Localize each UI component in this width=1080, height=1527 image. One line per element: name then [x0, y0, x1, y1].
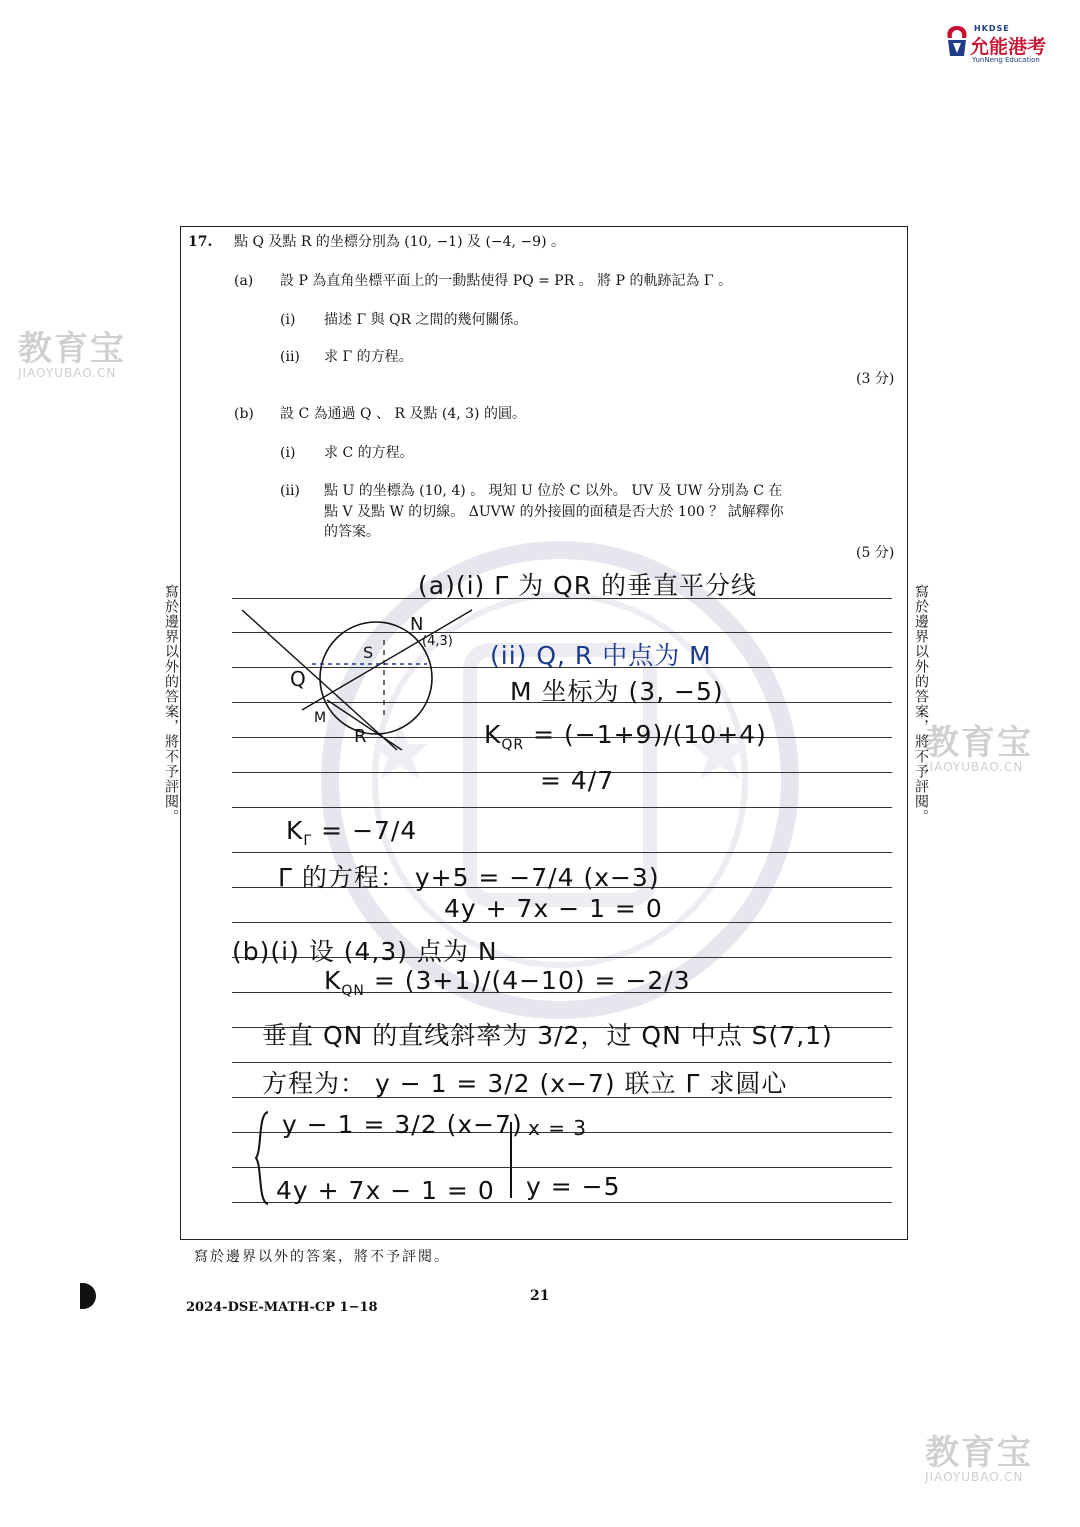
- watermark-name: 教育宝: [18, 329, 126, 369]
- page-number: 21: [530, 1288, 550, 1304]
- watermark-url: JIAOYUBAO.CN: [925, 1470, 1024, 1484]
- hw-gamma-equation: Γ 的方程： y+5 = −7/4 (x−3): [278, 863, 660, 892]
- hw-system-eq1: y − 1 = 3/2 (x−7): [282, 1110, 523, 1139]
- footer-note: 寫於邊界以外的答案，將不予評閱。: [194, 1249, 450, 1265]
- paper-code: 2024-DSE-MATH-CP 1−18: [186, 1300, 378, 1315]
- part-b-ii-line1: 點 U 的坐標為 (10, 4) 。 現知 U 位於 C 以外。 UV 及 UW 分別為 C 在: [324, 483, 783, 499]
- watermark-url: JIAOYUBAO.CN: [18, 366, 117, 380]
- part-b-ii-line3: 的答案。: [324, 524, 380, 540]
- side-note-left: 寫於邊界以外的答案，將不予評閱。: [163, 584, 179, 824]
- part-b-i-label: (i): [280, 445, 296, 461]
- part-b-label: (b): [234, 406, 254, 422]
- hw-a-ii-midpoint: (ii) Q, R 中点为 M: [490, 641, 712, 670]
- logo-mark-icon: [944, 24, 970, 58]
- part-b-ii-label: (ii): [280, 483, 300, 499]
- part-b-text: 設 C 為通過 Q 、 R 及點 (4, 3) 的圓。: [280, 406, 526, 422]
- left-brace-icon: [252, 1110, 272, 1206]
- watermark-bottom: [925, 1433, 1033, 1484]
- watermark-right: [925, 723, 1033, 774]
- answer-line: [232, 1167, 892, 1168]
- logo-sub-text: YunNeng Education: [972, 56, 1040, 64]
- hw-solution-x: x = 3: [528, 1116, 588, 1140]
- part-a-i-text: 描述 Γ 與 QR 之間的幾何關係。: [324, 312, 528, 328]
- watermark-name: 教育宝: [925, 723, 1033, 763]
- part-a-ii-text: 求 Γ 的方程。: [324, 349, 413, 365]
- hw-perpendicular-equation: 方程为： y − 1 = 3/2 (x−7) 联立 Γ 求圆心: [262, 1069, 788, 1098]
- question-intro: 點 Q 及點 R 的坐標分別為 (10, −1) 及 (−4, −9) 。: [234, 234, 565, 250]
- logo-name-text: 允能港考: [970, 36, 1047, 58]
- part-a-text: 設 P 為直角坐標平面上的一動點使得 PQ = PR 。 將 P 的軌跡記為 Γ 。: [280, 273, 733, 289]
- logo-top-text: HKDSE: [974, 24, 1010, 33]
- part-a-i-label: (i): [280, 312, 296, 328]
- sketch-label-q: Q: [290, 667, 306, 691]
- part-a-marks: (3 分): [856, 371, 895, 387]
- answer-line: [232, 1062, 892, 1063]
- answer-line: [232, 852, 892, 853]
- sketch-label-s: S: [363, 643, 374, 662]
- sketch-label-n: N: [410, 614, 424, 635]
- part-a-ii-label: (ii): [280, 349, 300, 365]
- hw-solution-y: y = −5: [526, 1172, 621, 1201]
- hw-k-gamma: $K_\Gamma = -7/4$: [286, 816, 418, 849]
- hw-gamma-simplified: 4y + 7x − 1 = 0: [444, 894, 663, 923]
- part-b-ii-line2: 點 V 及點 W 的切線。 ΔUVW 的外接圓的面積是否大於 100 ？ 試解釋你: [324, 504, 784, 520]
- question-number: 17.: [188, 234, 213, 250]
- watermark-url: JIAOYUBAO.CN: [925, 760, 1024, 774]
- part-a-label: (a): [234, 273, 254, 289]
- watermark-left: [18, 329, 126, 380]
- side-note-right: 寫於邊界以外的答案，將不予評閱。: [913, 584, 929, 824]
- circle-sketch-diagram: [232, 600, 502, 780]
- watermark-name: 教育宝: [925, 1433, 1033, 1473]
- hw-b-i-setup: (b)(i) 设 (4,3) 点为 N: [232, 937, 498, 966]
- hw-perpendicular-slope: 垂直 QN 的直线斜率为 3/2，过 QN 中点 S(7,1): [262, 1021, 833, 1050]
- hw-m-coordinate: M 坐标为 (3, −5): [510, 677, 724, 706]
- registration-mark-icon: [80, 1283, 96, 1309]
- sketch-label-r: R: [354, 726, 367, 747]
- hw-system-eq2: 4y + 7x − 1 = 0: [276, 1176, 495, 1205]
- hw-k-qr-result: = 4/7: [540, 766, 615, 795]
- solution-bar-icon: [506, 1120, 516, 1200]
- part-b-i-text: 求 C 的方程。: [324, 445, 414, 461]
- publisher-logo: [940, 18, 1050, 68]
- hw-a-i: (a)(i) Γ 为 QR 的垂直平分线: [418, 571, 758, 600]
- part-b-marks: (5 分): [856, 545, 895, 561]
- hw-k-qn: $K_{QN} = (3+1)/(4-10) = -2/3$: [324, 966, 691, 999]
- hw-k-qr: $K_{QR} = (-1+9)/(10+4)$: [484, 720, 767, 753]
- sketch-label-m: M: [314, 710, 327, 726]
- answer-line: [232, 807, 892, 808]
- sketch-label-n-coord: (4,3): [422, 634, 453, 649]
